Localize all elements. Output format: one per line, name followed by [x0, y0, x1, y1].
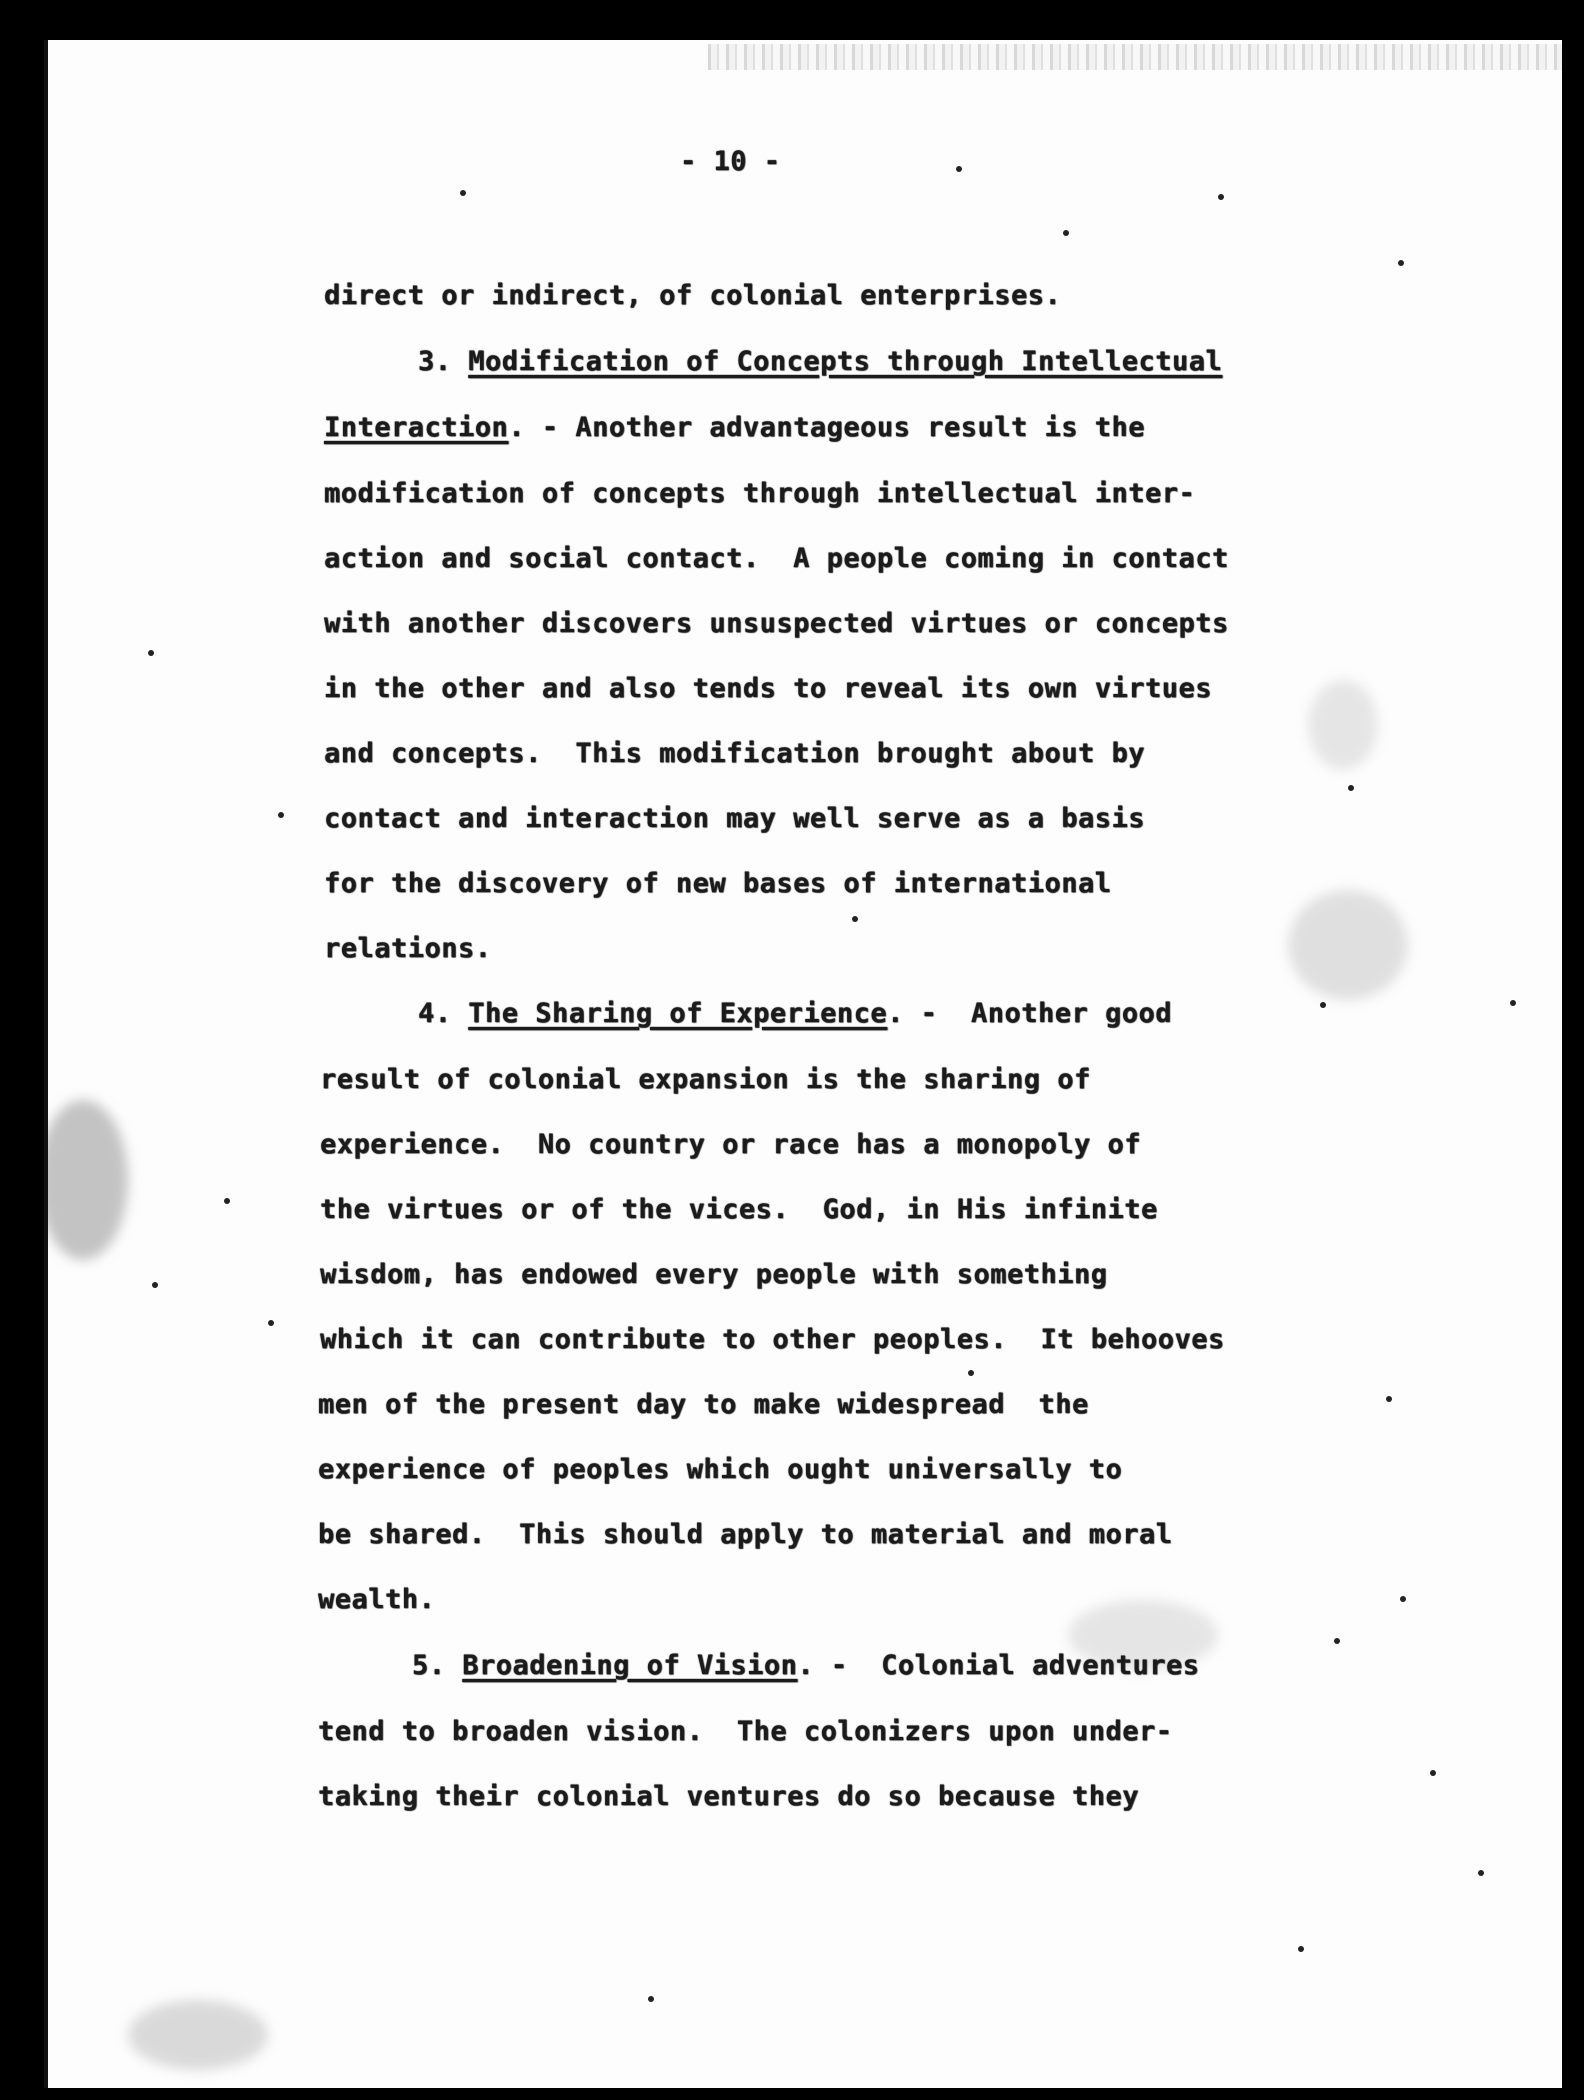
text-line: direct or indirect, of colonial enterprises. — [324, 280, 1062, 311]
section-3-title-cont: Interaction — [324, 412, 509, 443]
text-line: which it can contribute to other peoples. It behooves — [320, 1324, 1225, 1355]
text-line: wisdom, has endowed every people with something — [320, 1259, 1108, 1290]
text-line: . - Colonial adventures — [797, 1650, 1200, 1681]
text-line: and concepts. This modification brought about by — [324, 738, 1146, 769]
text-line: taking their colonial ventures do so because they — [318, 1781, 1140, 1812]
text-line: result of colonial expansion is the sharing of — [320, 1064, 1091, 1095]
text-line: the virtues or of the vices. God, in His infinite — [320, 1194, 1158, 1225]
text-line: in the other and also tends to reveal its own virtues — [324, 673, 1213, 704]
text-line: relations. — [324, 933, 492, 964]
text-line: be shared. This should apply to material and moral — [318, 1519, 1173, 1550]
section-3-heading-line — [418, 348, 1222, 375]
section-3-heading-line — [324, 414, 1145, 441]
text-line: action and social contact. A people coming in contact — [324, 543, 1229, 574]
text-line: contact and interaction may well serve as a basis — [324, 803, 1146, 834]
section-3-title: Modification of Concepts through Intellectual — [468, 346, 1223, 377]
text-line: men of the present day to make widespread the — [318, 1389, 1089, 1420]
text-line: with another discovers unsuspected virtues or concepts — [324, 608, 1229, 639]
text-line: experience of peoples which ought universally to — [318, 1454, 1123, 1485]
text-line: tend to broaden vision. The colonizers upon under- — [318, 1716, 1173, 1747]
text-line: for the discovery of new bases of international — [324, 868, 1112, 899]
section-4-title: The Sharing of Experience — [468, 998, 888, 1029]
section-number: 3. — [418, 346, 469, 377]
text-line: . - Another advantageous result is the — [508, 412, 1146, 443]
page-number: - 10 - — [680, 146, 781, 177]
text-line: . - Another good — [887, 998, 1173, 1029]
section-number: 4. — [418, 998, 469, 1029]
text-line: modification of concepts through intellectual inter- — [324, 478, 1196, 509]
text-line: wealth. — [318, 1584, 436, 1615]
section-4-heading-line — [418, 1000, 1172, 1027]
text-line: experience. No country or race has a monopoly of — [320, 1129, 1142, 1160]
section-5-heading-line — [412, 1652, 1200, 1679]
section-5-title: Broadening of Vision — [462, 1650, 798, 1681]
section-number: 5. — [412, 1650, 463, 1681]
